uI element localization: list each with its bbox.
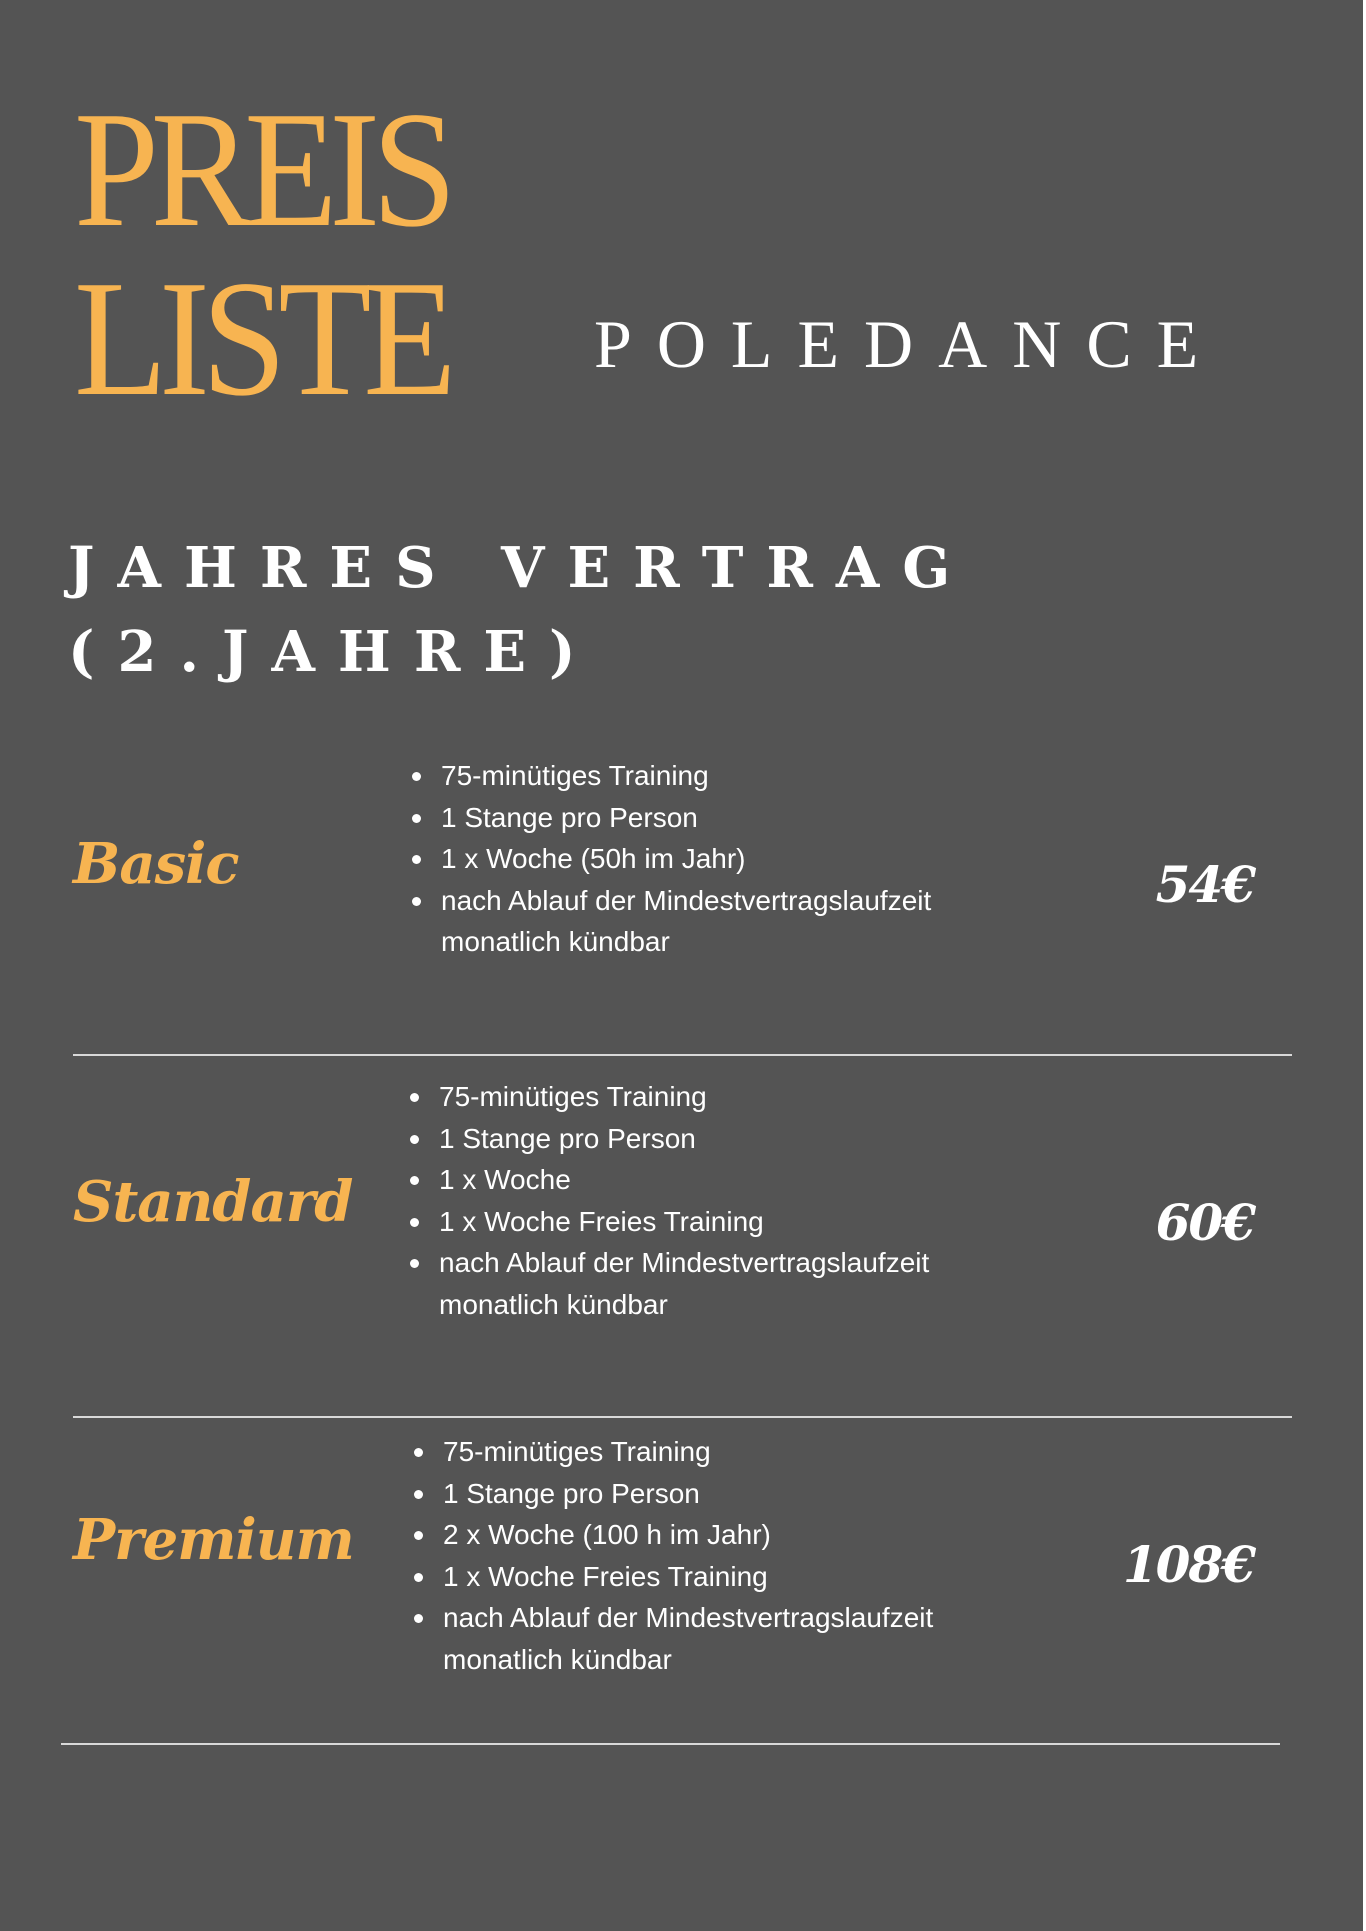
price-premium: 108€ bbox=[1122, 1535, 1254, 1594]
price-basic: 54€ bbox=[1155, 855, 1254, 914]
feature-item: 1 x Woche (50h im Jahr) bbox=[441, 838, 961, 880]
feature-item: 1 x Woche bbox=[439, 1159, 959, 1201]
divider bbox=[73, 1416, 1292, 1418]
feature-item: 2 x Woche (100 h im Jahr) bbox=[443, 1514, 963, 1556]
feature-item: nach Ablauf der Mindestvertragslaufzeit monatlich kündbar bbox=[441, 880, 961, 963]
feature-item: 1 Stange pro Person bbox=[441, 797, 961, 839]
feature-list-basic bbox=[441, 755, 961, 963]
plan-name-basic: Basic bbox=[73, 831, 239, 897]
contract-heading bbox=[68, 526, 973, 694]
divider bbox=[61, 1743, 1280, 1745]
feature-list-premium bbox=[443, 1431, 963, 1680]
contract-heading-line-1: JAHRES VERTRAG bbox=[68, 535, 974, 601]
contract-heading-line-2: (2.JAHRE) bbox=[68, 619, 599, 685]
feature-item: 75-minütiges Training bbox=[443, 1431, 963, 1473]
feature-list-standard bbox=[439, 1076, 959, 1325]
feature-item: 1 x Woche Freies Training bbox=[443, 1556, 963, 1598]
plan-name-premium: Premium bbox=[73, 1507, 354, 1573]
feature-item: 1 Stange pro Person bbox=[443, 1473, 963, 1515]
feature-item: nach Ablauf der Mindestvertragslaufzeit monatlich kündbar bbox=[443, 1597, 963, 1680]
feature-item: nach Ablauf der Mindestvertragslaufzeit monatlich kündbar bbox=[439, 1242, 959, 1325]
divider bbox=[73, 1054, 1292, 1056]
feature-item: 1 Stange pro Person bbox=[439, 1118, 959, 1160]
feature-item: 75-minütiges Training bbox=[441, 755, 961, 797]
feature-item: 75-minütiges Training bbox=[439, 1076, 959, 1118]
title-line-1: PREIS bbox=[74, 77, 449, 261]
plan-name-standard: Standard bbox=[73, 1169, 353, 1235]
feature-item: 1 x Woche Freies Training bbox=[439, 1201, 959, 1243]
title-line-2: LISTE bbox=[74, 246, 449, 430]
subtitle: POLEDANCE bbox=[594, 306, 1224, 382]
price-standard: 60€ bbox=[1155, 1193, 1254, 1252]
